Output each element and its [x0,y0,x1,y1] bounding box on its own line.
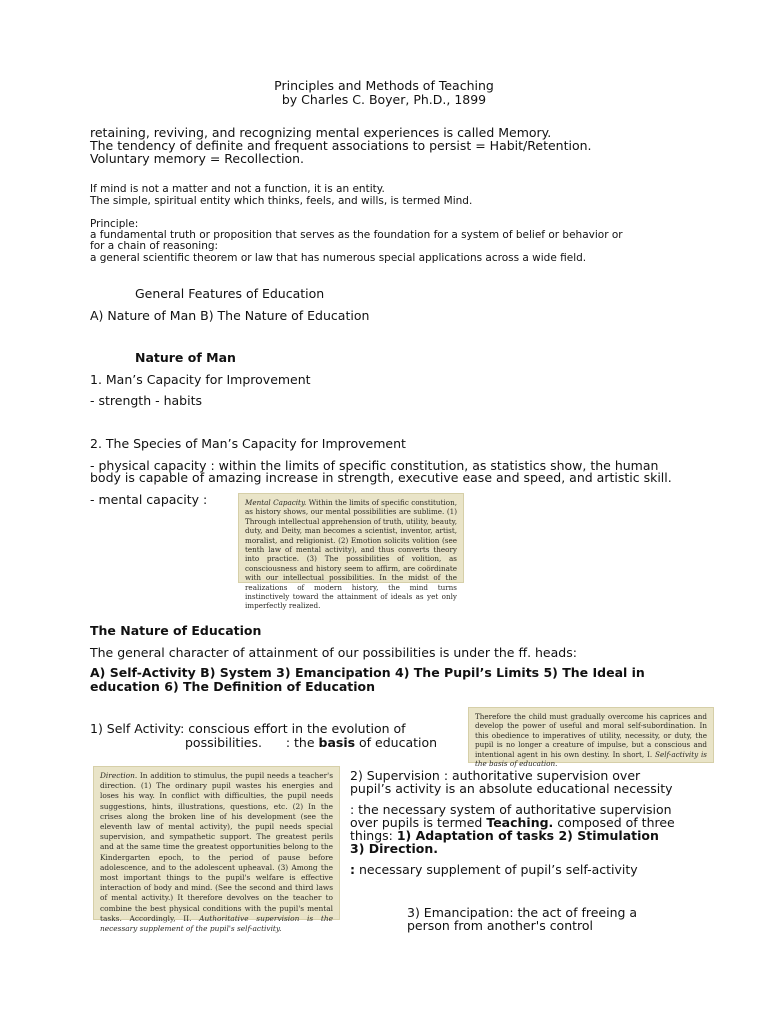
mental-capacity-label: - mental capacity : [90,492,208,507]
principle-line-3: a general scientific theorem or law that has numerous special applications across a wide field. [90,252,587,264]
supervision-line-7-text: necessary supplement of pupil’s self-activity [355,862,638,877]
supervision-line-4-pre: over pupils is termed [350,815,487,830]
education-heads-line-2: education 6) The Definition of Education [90,679,376,694]
supervision-line-4-post: composed of three [553,815,675,830]
capacity-item-2: 2. The Species of Man’s Capacity for Improvement [90,436,406,451]
document-byline: by Charles C. Boyer, Ph.D., 1899 [281,92,487,107]
mental-capacity-scan-image [238,493,464,611]
scan-mental-heading: Mental Capacity. [245,498,307,507]
supervision-line-3: : the necessary system of authoritative supervision [350,802,672,817]
supervision-line-2: pupil’s activity is an absolute educational necessity [350,781,673,796]
principle-line-2: for a chain of reasoning: [90,240,219,252]
emancipation-line-1: 3) Emancipation: the act of freeing a [407,905,638,920]
self-activity-line-2-pre: possibilities. : the [185,735,319,750]
capacity-item-1-sub: - strength - habits [90,393,202,408]
features-subheads: A) Nature of Man B) The Nature of Education [90,308,370,323]
scan-direction-text: In addition to stimulus, the pupil needs a teacher's direction. (1) The ordinary pupil wastes his energies and loses his way. In conflict with difficulties, the pupil needs suggestions, hints, illustrations, questions, etc. (2) In the crises along the broken line of his development (see the eleventh law of mental activity), the pupil needs special supervision, and sympathetic support. The greatest perils and at the same time the greatest opportunities belong to the Kindergarten epoch, to the period of pause before adolescence, and to the adolescent upheaval. (3) Among the most important things to the pupil's welfare is effective interaction of body and mind. (See the second and third laws of mental activity.) It therefore devolves on the teacher to combine the best physical conditions with the pupil's mental tasks. Accordingly, II. [100,771,333,923]
intro-line-2: The tendency of definite and frequent associations to persist = Habit/Retention. [90,138,592,153]
supervision-line-7 [350,862,638,877]
features-heading: General Features of Education [135,286,325,301]
education-heads-line-1: A) Self-Activity B) System 3) Emancipation 4) The Pupil’s Limits 5) The Ideal in [90,665,645,680]
self-activity-scan-image [468,707,714,769]
physical-capacity-line-1: - physical capacity : within the limits of specific constitution, as statistics show, the human [90,458,659,473]
supervision-line-1: 2) Supervision : authoritative supervision over [350,768,641,783]
scan-direction-tail: Authoritative supervision is the necessary supplement of the pupil's self-activity. [100,913,334,934]
direction-scan-image [93,766,340,934]
principle-line-1: a fundamental truth or proposition that serves as the foundation for a system of belief or behavior or [90,229,623,241]
nature-of-education-heading: The Nature of Education [90,623,262,638]
self-activity-line-2 [185,735,437,750]
nature-of-education-intro: The general character of attainment of our possibilities is under the ff. heads: [90,645,577,660]
scan-self-tail: Self-activity is the basis of education. [475,749,707,769]
scan-direction-heading: Direction. [100,771,138,780]
self-activity-line-1: 1) Self Activity: conscious effort in the evolution of [90,721,406,736]
mind-line-1: If mind is not a matter and not a function, it is an entity. [90,183,385,195]
nature-of-man-heading: Nature of Man [135,350,236,365]
self-activity-basis: basis [318,735,356,750]
intro-line-3: Voluntary memory = Recollection. [90,151,305,166]
supervision-teaching: Teaching. [486,815,554,830]
mind-line-2: The simple, spiritual entity which thinks, feels, and wills, is termed Mind. [90,195,473,207]
supervision-line-5-pre: things: [350,828,397,843]
physical-capacity-line-2: body is capable of amazing increase in strength, executive ease and speed, and artistic skill. [90,470,672,485]
supervision-things: 1) Adaptation of tasks 2) Stimulation [396,828,659,843]
principle-heading: Principle: [90,218,139,230]
supervision-line-6: 3) Direction. [350,841,438,856]
scan-self-text: Therefore the child must gradually overcome his caprices and develop the power of useful and moral self-subordination. In this obedience to imperatives of utility, necessity, or duty, the pupil is no longer a creature of impulse, but a conscious and intentional agent in his own destiny. In short, I. [475,712,707,759]
emancipation-line-2: person from another's control [407,918,594,933]
document-title: Principles and Methods of Teaching [274,78,494,93]
intro-line-1: retaining, reviving, and recognizing mental experiences is called Memory. [90,125,552,140]
self-activity-line-2-post: of education [355,735,438,750]
capacity-item-1: 1. Man’s Capacity for Improvement [90,372,311,387]
scan-mental-text: Within the limits of specific constitution, as history shows, our mental possibilities are sublime. (1) Through intellectual apprehension of truth, utility, beauty, duty, and Deity, man becomes a scientist, inventor, artist, moralist, and religionist. (2) Emotion solicits volition (see tenth law of mental activity), and thus converts theory into practice. (3) The possibilities of volition, as consciousness and history seem to affirm, are coördinate with our intellectual possibilities. In the midst of the realizations of modern history, the mind turns instinctively toward the attainment of ideals as yet only imperfectly realized. [245,498,457,611]
supervision-line-7-colon: : [350,862,355,877]
